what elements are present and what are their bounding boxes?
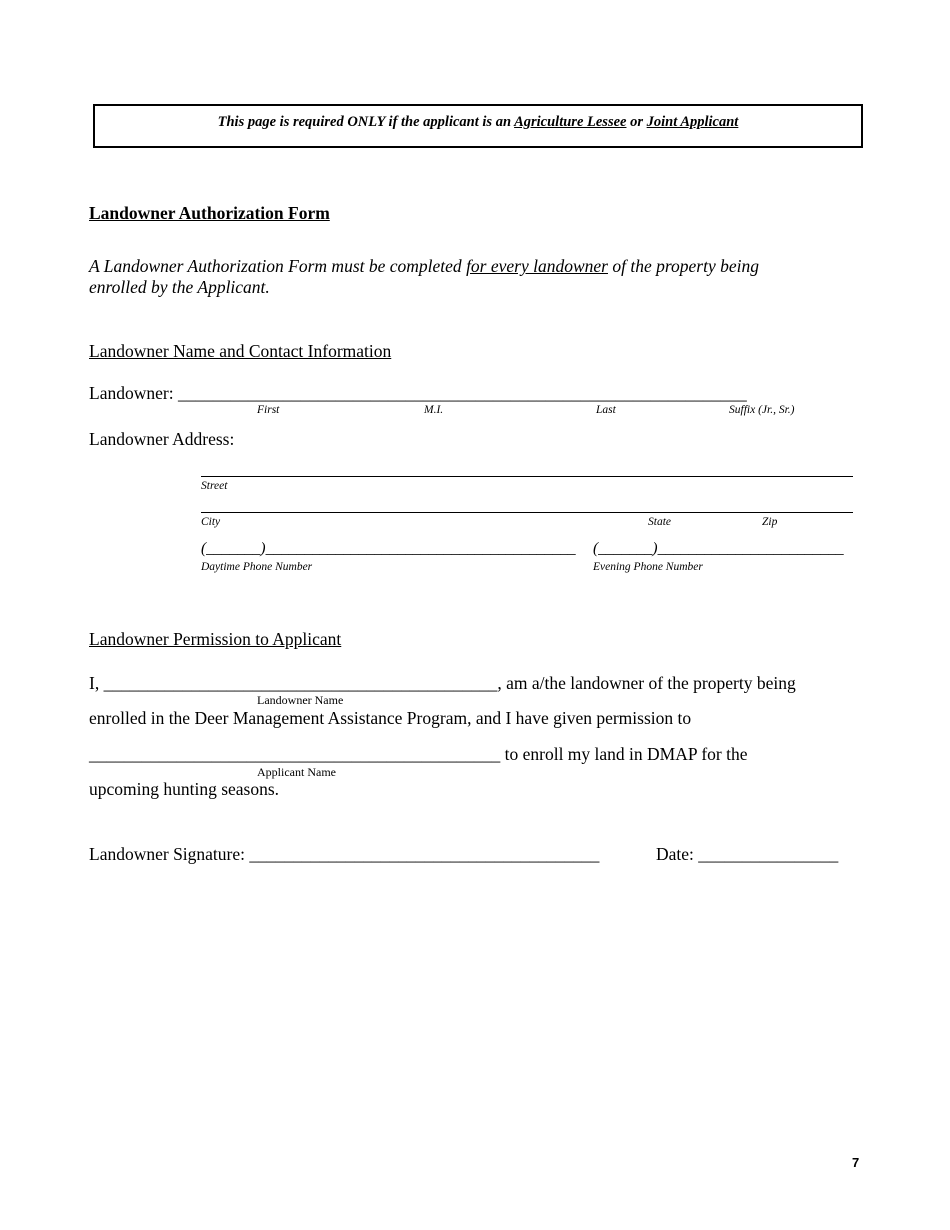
notice-role-joint-applicant: Joint Applicant [646,114,739,130]
landowner-name-label: Landowner Name [257,693,344,707]
intro-line-1 [89,256,759,277]
contact-section-heading: Landowner Name and Contact Information [89,341,392,361]
landowner-blank[interactable]: _________________________________________________________________ [177,383,747,403]
landowner-label: Landowner: [89,383,178,403]
city-label: City [201,516,221,528]
permission-line-2: enrolled in the Deer Management Assistance Program, and I have given permission to [89,708,692,728]
suffix-label: Suffix (Jr., Sr.) [729,404,795,416]
permission-section-heading: Landowner Permission to Applicant [89,629,342,649]
address-label: Landowner Address: [89,429,235,449]
intro-part-1: A Landowner Authorization Form must be completed [89,256,467,276]
intro-line-2: enrolled by the Applicant. [89,277,270,297]
evening-phone-label: Evening Phone Number [593,561,703,573]
intro-part-2: of the property being [607,256,759,276]
first-name-label: First [257,404,280,416]
date-field[interactable]: Date: ________________ [656,844,839,864]
permission-line-3[interactable]: _______________________________________________ to enroll my land in DMAP for the [89,744,748,764]
notice-mid: or [626,114,647,130]
form-title: Landowner Authorization Form [89,203,330,223]
evening-phone-field[interactable]: (_______)________________________ [593,540,844,557]
intro-emphasis: for every landowner [466,256,608,276]
street-line[interactable] [201,476,853,477]
applicant-name-label: Applicant Name [257,765,336,779]
last-name-label: Last [596,404,616,416]
notice-role-agriculture-lessee: Agriculture Lessee [514,114,627,130]
middle-initial-label: M.I. [424,404,444,416]
notice-prefix: This page is required ONLY if the applicant is an [217,114,515,130]
daytime-phone-label: Daytime Phone Number [201,561,313,573]
city-state-zip-line[interactable] [201,512,853,513]
street-label: Street [201,480,228,492]
page-number: 7 [852,1155,860,1170]
permission-line-1[interactable]: I, _____________________________________________, am a/the landowner of the property being [89,673,796,693]
notice-box [93,104,863,148]
landowner-name-field[interactable] [89,383,747,404]
zip-label: Zip [762,516,778,528]
notice-text [95,114,861,131]
state-label: State [648,516,671,528]
permission-line-4: upcoming hunting seasons. [89,779,280,799]
landowner-signature-field[interactable]: Landowner Signature: ________________________________________ [89,844,600,864]
daytime-phone-field[interactable]: (_______)________________________________________ [201,540,576,557]
